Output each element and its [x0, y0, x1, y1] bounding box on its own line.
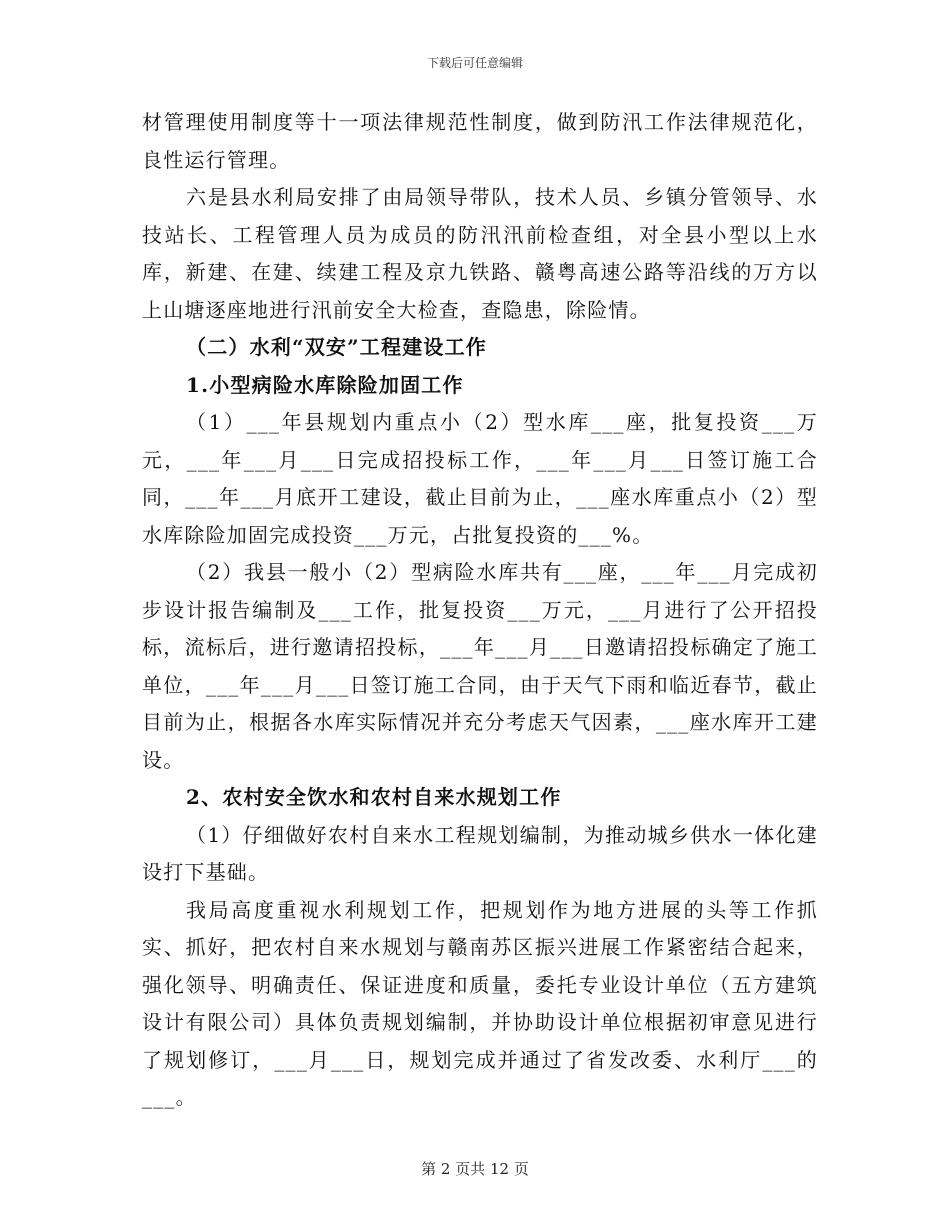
subsection-heading-2: 2、农村安全饮水和农村自来水规划工作 [186, 785, 562, 809]
paragraph-5: （1）仔细做好农村自来水工程规划编制，为推动城乡供水一体化建设打下基础。 [142, 822, 818, 884]
document-body [142, 104, 818, 1117]
section-heading-2: （二）水利“双安”工程建设工作 [186, 335, 488, 359]
paragraph-4: （2）我县一般小（2）型病险水库共有___座，___年___月完成初步设计报告编制及___工作，批复投资___万元，___月进行了公开招投标，流标后，进行邀请招投标，___年___月___日邀请招投标确定了施工单位，___年___月___日签订施工合同，由于天气下雨和临近春节，截止目前为止，根据各水库实际情况并充分考虑天气因素，___座水库开工建设。 [142, 560, 818, 772]
paragraph-1: 材管理使用制度等十一项法律规范性制度，做到防汛工作法律规范化，良性运行管理。 [142, 110, 818, 172]
paragraph-3: （1）___年县规划内重点小（2）型水库___座，批复投资___万元，___年___月___日完成招投标工作，___年___月___日签订施工合同，___年___月底开工建设，截止目前为止，___座水库重点小（2）型水库除险加固完成投资___万元，占批复投资的___%。 [142, 410, 818, 547]
page-footer: 第 2 页共 12 页 [421, 1160, 529, 1178]
paragraph-2: 六是县水利局安排了由局领导带队，技术人员、乡镇分管领导、水技站长、工程管理人员为成员的防汛汛前检查组，对全县小型以上水库，新建、在建、续建工程及京九铁路、赣粤高速公路等沿线的万方以上山塘逐座地进行汛前安全大检查，查隐患，除险情。 [142, 185, 818, 322]
paragraph-6: 我局高度重视水利规划工作，把规划作为地方进展的头等工作抓实、抓好，把农村自来水规划与赣南苏区振兴进展工作紧密结合起来，强化领导、明确责任、保证进度和质量，委托专业设计单位（五方建筑设计有限公司）具体负责规划编制，并协助设计单位根据初审意见进行了规划修订，___月___日，规划完成并通过了省发改委、水利厅___的___。 [142, 897, 818, 1109]
page-header: 下载后可任意编辑 [426, 56, 523, 70]
subsection-heading-1: 1.小型病险水库除险加固工作 [186, 372, 464, 397]
